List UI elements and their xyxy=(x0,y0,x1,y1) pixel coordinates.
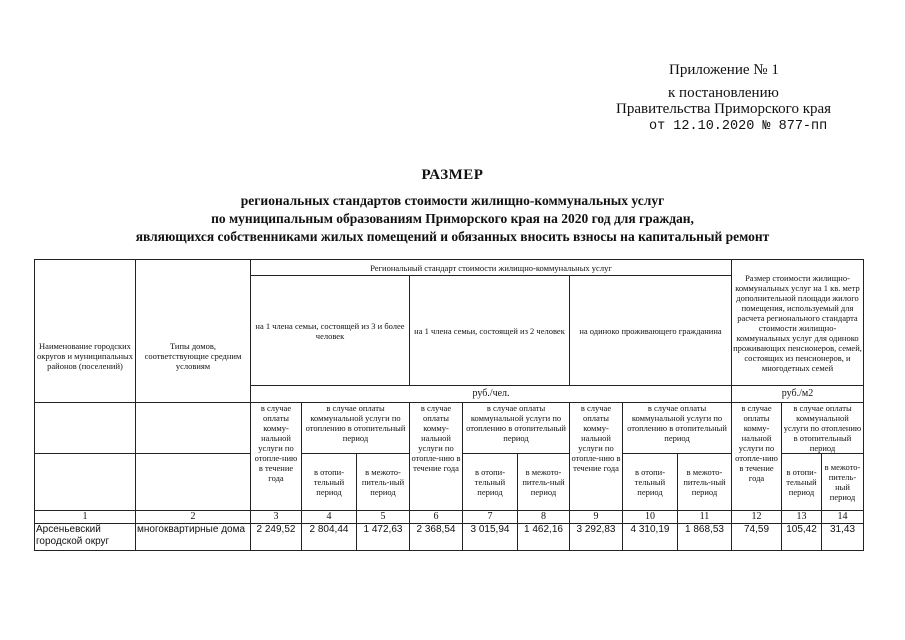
col-number: 6 xyxy=(410,511,463,524)
row-value: 4 310,19 xyxy=(623,524,678,551)
interheating-m2: в межото-питель-ный период xyxy=(822,454,864,511)
row-value: 2 804,44 xyxy=(302,524,357,551)
doc-subtitle-1: региональных стандартов стоимости жилищно-коммунальных услуг xyxy=(240,193,665,208)
standards-table xyxy=(34,259,864,551)
col-header-municipality: Наименование городских округов и муниципальных районов (поселений) xyxy=(35,260,136,403)
col-number: 9 xyxy=(570,511,623,524)
col-number: 8 xyxy=(518,511,570,524)
heating-2: в отопи-тельный период xyxy=(463,454,518,511)
case-heating-period-1: в случае оплаты коммунальной услуги по отоплению в отопительный период xyxy=(623,403,732,454)
row-house-type: многоквартирные дома xyxy=(136,524,251,551)
col-number: 13 xyxy=(782,511,822,524)
col-number: 4 xyxy=(302,511,357,524)
heating-1: в отопи-тельный период xyxy=(623,454,678,511)
row-value: 1 462,16 xyxy=(518,524,570,551)
doc-title: РАЗМЕР xyxy=(421,167,484,183)
col-number: 3 xyxy=(251,511,302,524)
appendix-government: Правительства Приморского края xyxy=(616,101,832,117)
interheating-2: в межото-питель-ный период xyxy=(518,454,570,511)
appendix-resolution-ref: к постановлению xyxy=(668,85,779,101)
doc-subtitle-2: по муниципальным образованиям Приморского края на 2020 год для граждан, xyxy=(211,211,694,226)
group-header-extra-area: Размер стоимости жилищно-коммунальных услуг на 1 кв. метр дополнительной площади жилого помещения, используемый для расчета регионального стандарта стоимости жилищно-коммунальных услуг для одиноко проживающих пенсионеров, семей, состоящих из пенсионеров, и многодетных семей xyxy=(732,260,864,386)
case-heating-period-3: в случае оплаты коммунальной услуги по отоплению в отопительный период xyxy=(302,403,410,454)
unit-rub-person: руб./чел. xyxy=(251,386,732,403)
row-value: 105,42 xyxy=(782,524,822,551)
row-value: 74,59 xyxy=(732,524,782,551)
case-heating-period-m2: в случае оплаты коммунальной услуги по отоплению в отопительный период xyxy=(782,403,864,454)
heating-m2: в отопи-тельный период xyxy=(782,454,822,511)
subgroup-family-2: на 1 члена семьи, состоящей из 2 человек xyxy=(410,276,570,386)
subgroup-single: на одиноко проживающего гражданина xyxy=(570,276,732,386)
subgroup-family-3plus: на 1 члена семьи, состоящей из 3 и более человек xyxy=(251,276,410,386)
col-number: 2 xyxy=(136,511,251,524)
unit-rub-m2: руб./м2 xyxy=(732,386,864,403)
interheating-3: в межото-питель-ный период xyxy=(357,454,410,511)
row-value: 1 472,63 xyxy=(357,524,410,551)
col-number: 5 xyxy=(357,511,410,524)
appendix-date-number: от 12.10.2020 № 877-пп xyxy=(649,119,828,134)
col-header-house-type: Типы домов, соответствующие средним условиям xyxy=(136,260,251,403)
group-header-regional-standard: Региональный стандарт стоимости жилищно-коммунальных услуг xyxy=(251,260,732,276)
col-number: 12 xyxy=(732,511,782,524)
row-value: 31,43 xyxy=(822,524,864,551)
col-number: 14 xyxy=(822,511,864,524)
table-row xyxy=(35,524,864,551)
row-value: 1 868,53 xyxy=(678,524,732,551)
col-number: 11 xyxy=(678,511,732,524)
case-full-year-3: в случае оплаты комму-нальной услуги по отопле-нию в течение года xyxy=(251,403,302,511)
row-value: 3 292,83 xyxy=(570,524,623,551)
case-full-year-1: в случае оплаты комму-нальной услуги по отопле-нию в течение года xyxy=(570,403,623,511)
col-number: 10 xyxy=(623,511,678,524)
case-heating-period-2: в случае оплаты коммунальной услуги по отоплению в отопительный период xyxy=(463,403,570,454)
appendix-number: Приложение № 1 xyxy=(669,62,779,78)
heating-3: в отопи-тельный период xyxy=(302,454,357,511)
col-number: 7 xyxy=(463,511,518,524)
row-value: 2 249,52 xyxy=(251,524,302,551)
col-number: 1 xyxy=(35,511,136,524)
doc-subtitle-3: являющихся собственниками жилых помещений и обязанных вносить взносы на капитальный ремонт xyxy=(135,229,770,244)
row-municipality: Арсеньевский городской округ xyxy=(35,524,136,551)
row-value: 3 015,94 xyxy=(463,524,518,551)
case-full-year-2: в случае оплаты комму-нальной услуги по отопле-нию в течение года xyxy=(410,403,463,511)
row-value: 2 368,54 xyxy=(410,524,463,551)
interheating-1: в межото-питель-ный период xyxy=(678,454,732,511)
case-full-year-m2: в случае оплаты комму-нальной услуги по отопле-нию в течение года xyxy=(732,403,782,511)
